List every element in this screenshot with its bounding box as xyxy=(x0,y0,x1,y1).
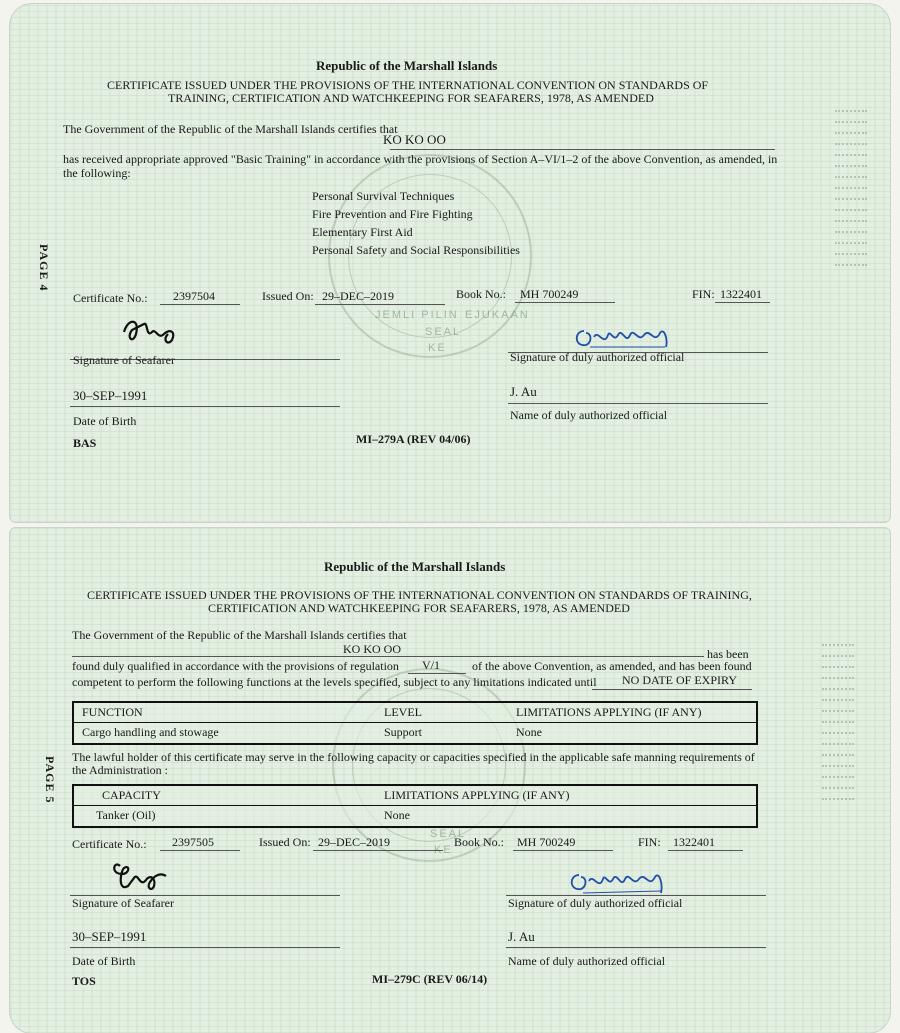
has-been-text: has been xyxy=(707,647,749,661)
date-of-birth-label: Date of Birth xyxy=(73,414,137,428)
page-label: PAGE 5 xyxy=(43,756,57,804)
table-cell: Support xyxy=(384,725,423,739)
book-no: MH 700249 xyxy=(520,287,579,301)
fin-label: FIN: xyxy=(638,835,661,849)
certificate-heading-line-2: TRAINING, CERTIFICATION AND WATCHKEEPING FOR SEAFARERS, 1978, AS AMENDED xyxy=(168,91,654,105)
certificate-page-4 xyxy=(10,4,890,522)
certificate-page-5 xyxy=(10,528,890,1033)
qualified-text: found duly qualified in accordance with the provisions of regulation xyxy=(72,659,399,673)
holder-name: KO KO OO xyxy=(343,642,401,656)
book-no-label: Book No.: xyxy=(456,287,507,301)
fin: 1322401 xyxy=(720,287,762,301)
signature-official-label: Signature of duly authorized official xyxy=(508,896,683,910)
date-of-birth-label: Date of Birth xyxy=(72,954,136,968)
table-cell: Cargo handling and stowage xyxy=(82,725,219,739)
issued-on: 29–DEC–2019 xyxy=(322,289,394,303)
table-row xyxy=(74,723,756,742)
seal-text-right: EJUKAAN xyxy=(465,309,530,321)
official-name: J. Au xyxy=(510,384,537,399)
certificate-no: 2397505 xyxy=(172,835,214,849)
table-header: FUNCTION xyxy=(82,705,143,719)
lawful-text-line-2: the Administration : xyxy=(72,763,168,777)
form-number: MI–279A (REV 04/06) xyxy=(356,432,471,446)
table-row xyxy=(74,806,756,825)
country-title: Republic of the Marshall Islands xyxy=(324,559,506,574)
seal-text-ke: KE xyxy=(428,342,447,354)
official-name-label: Name of duly authorized official xyxy=(510,408,668,422)
table-header: CAPACITY xyxy=(102,788,161,802)
issued-on-label: Issued On: xyxy=(259,835,311,849)
certificate-heading-line-1: CERTIFICATE ISSUED UNDER THE PROVISIONS OF THE INTERNATIONAL CONVENTION ON STANDARDS OF xyxy=(107,78,709,92)
signature-seafarer-label: Signature of Seafarer xyxy=(72,896,174,910)
date-of-birth: 30–SEP–1991 xyxy=(73,388,148,403)
official-name-label: Name of duly authorized official xyxy=(508,954,666,968)
seafarer-signature xyxy=(110,856,180,896)
country-title: Republic of the Marshall Islands xyxy=(316,58,498,73)
received-text-line-1: has received appropriate approved "Basic Training" in accordance with the provisions of Section A–VI/1–2 of the above Convention, as amended, in xyxy=(63,152,778,166)
certificate-heading-line-2: CERTIFICATION AND WATCHKEEPING FOR SEAFARERS, 1978, AS AMENDED xyxy=(208,601,630,615)
certificate-no-label: Certificate No.: xyxy=(72,837,147,851)
issued-on: 29–DEC–2019 xyxy=(318,835,390,849)
function-table xyxy=(72,701,758,745)
table-cell: None xyxy=(384,808,410,822)
perforation-marks xyxy=(835,104,867,275)
table-cell: Tanker (Oil) xyxy=(96,808,156,822)
course-item: Elementary First Aid xyxy=(312,225,413,239)
signature-official-label: Signature of duly authorized official xyxy=(510,350,685,364)
table-header-row xyxy=(74,703,756,723)
signature-seafarer-label: Signature of Seafarer xyxy=(73,353,175,367)
capacity-table xyxy=(72,784,758,828)
table-cell: None xyxy=(516,725,542,739)
seal-text-ke: KE xyxy=(434,844,453,856)
seafarer-signature xyxy=(118,310,198,350)
form-code: TOS xyxy=(72,974,96,988)
received-text-line-2: the following: xyxy=(63,166,131,180)
book-no: MH 700249 xyxy=(517,835,576,849)
perforation-marks xyxy=(822,638,854,809)
regulation: V/1 xyxy=(422,658,440,672)
seal-text-mid: SEAL xyxy=(430,828,467,840)
expiry: NO DATE OF EXPIRY xyxy=(622,673,738,687)
certifies-text: The Government of the Republic of the Marshall Islands certifies that xyxy=(72,628,407,642)
form-number: MI–279C (REV 06/14) xyxy=(372,972,488,986)
seal-watermark xyxy=(332,668,526,862)
course-item: Personal Survival Techniques xyxy=(312,189,455,203)
fin-label: FIN: xyxy=(692,287,715,301)
certificate-no-label: Certificate No.: xyxy=(73,291,148,305)
date-of-birth: 30–SEP–1991 xyxy=(72,929,147,944)
page-label: PAGE 4 xyxy=(37,244,51,292)
course-item: Fire Prevention and Fire Fighting xyxy=(312,207,473,221)
holder-name: KO KO OO xyxy=(383,132,446,147)
table-header: LIMITATIONS APPLYING (IF ANY) xyxy=(384,788,570,802)
course-item: Personal Safety and Social Responsibilities xyxy=(312,243,520,257)
certificate-heading-line-1: CERTIFICATE ISSUED UNDER THE PROVISIONS OF THE INTERNATIONAL CONVENTION ON STANDARDS OF TRAINING, xyxy=(87,588,752,602)
official-name: J. Au xyxy=(508,929,535,944)
certificate-no: 2397504 xyxy=(173,289,215,303)
certifies-text: The Government of the Republic of the Marshall Islands certifies that xyxy=(63,122,398,136)
issued-on-label: Issued On: xyxy=(262,289,314,303)
book-no-label: Book No.: xyxy=(454,835,505,849)
seal-text-left: JEMLI PILIN xyxy=(375,309,459,321)
fin: 1322401 xyxy=(673,835,715,849)
form-code: BAS xyxy=(73,436,97,450)
competent-text: competent to perform the following functions at the levels specified, subject to any limitations indicated until xyxy=(72,675,597,689)
lawful-text-line-1: The lawful holder of this certificate may serve in the following capacity or capacities specified in the applicable safe manning requirements of xyxy=(72,750,755,764)
table-header: LEVEL xyxy=(384,705,422,719)
seal-text-mid: SEAL xyxy=(425,326,462,338)
qualified-text-cont: of the above Convention, as amended, and has been found xyxy=(472,659,752,673)
table-header-row xyxy=(74,786,756,806)
table-header: LIMITATIONS APPLYING (IF ANY) xyxy=(516,705,702,719)
